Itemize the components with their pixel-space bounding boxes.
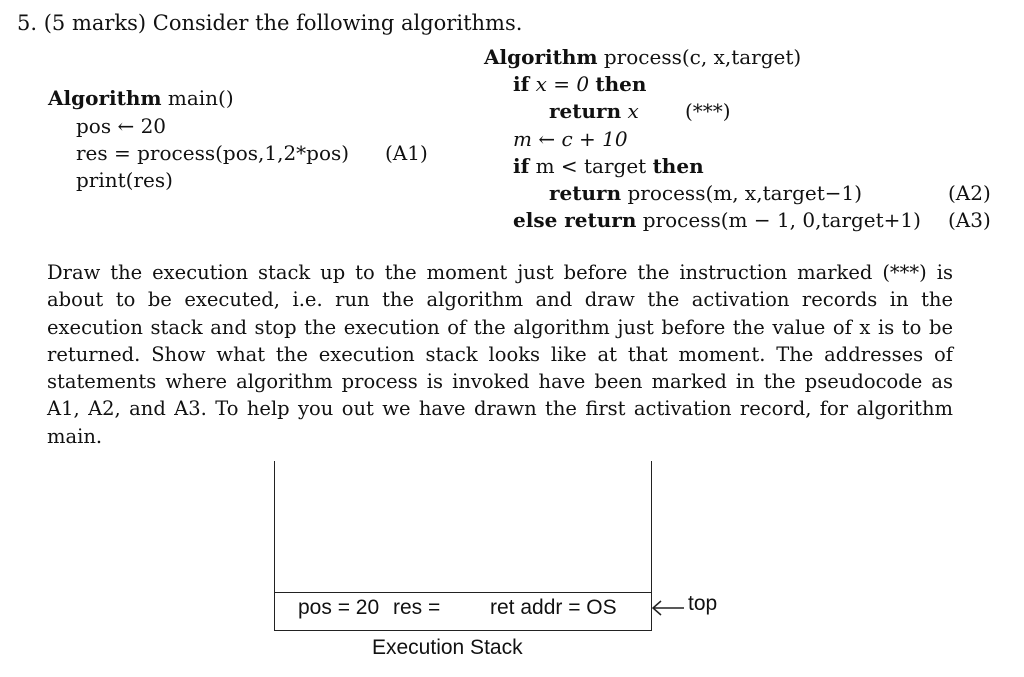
process-assign-line: m ← c + 10 [513, 127, 628, 151]
if-keyword-2: if [513, 154, 530, 178]
main-algorithm-keyword: Algorithm [48, 86, 162, 110]
process-algorithm-keyword: Algorithm [484, 45, 598, 69]
if-condition-1: x = 0 [535, 72, 590, 96]
process-algorithm-header [484, 45, 801, 69]
record-pos-field: pos = 20 [298, 596, 380, 619]
then-keyword-2: then [652, 154, 704, 178]
main-line-3: print(res) [76, 168, 173, 192]
process-return-line-1 [549, 99, 639, 123]
marker-a1: (A1) [385, 141, 428, 165]
process-if-line-2 [513, 154, 704, 178]
process-algorithm-signature: process(c, x,target) [603, 45, 802, 69]
process-if-line-1 [513, 72, 646, 96]
else-return-keyword: else return [513, 208, 637, 232]
then-keyword-1: then [595, 72, 647, 96]
main-algorithm-name: main() [167, 86, 234, 110]
stack-record-divider [274, 592, 652, 593]
return-value-1: x [627, 99, 639, 123]
process-else-line [513, 208, 921, 232]
marker-stars: (***) [685, 99, 731, 123]
return-call-2: process(m, x,target−1) [627, 181, 863, 205]
question-heading: 5. (5 marks) Consider the following algorithms. [17, 11, 523, 35]
process-return-line-2 [549, 181, 862, 205]
return-keyword-1: return [549, 99, 622, 123]
left-arrow-icon [650, 598, 686, 618]
if-keyword-1: if [513, 72, 530, 96]
marker-a3: (A3) [948, 208, 991, 232]
instructions-paragraph: Draw the execution stack up to the moment just before the instruction marked (***) is about to be executed, i.e. run the algorithm and draw the activation records in the execution stack and stop the execution of the algorithm just before the value of x is to be returned. Show what the execution stack looks like at that moment. The addresses of statements where algorithm process is invoked have been marked in the pseudocode as A1, A2, and A3. To help you out we have drawn the first activation record, for algorithm main. [47, 261, 953, 448]
record-res-field: res = [393, 596, 441, 619]
return-keyword-2: return [549, 181, 622, 205]
main-line-1: pos ← 20 [76, 114, 167, 138]
return-call-3: process(m − 1, 0,target+1) [642, 208, 921, 232]
stack-caption: Execution Stack [372, 636, 523, 659]
main-line-2: res = process(pos,1,2*pos) [76, 141, 350, 165]
if-condition-2: m < target [535, 154, 647, 178]
main-algorithm-header [48, 86, 234, 110]
stack-top-label: top [688, 592, 718, 615]
record-ret-addr-field: ret addr = OS [490, 596, 617, 619]
marker-a2: (A2) [948, 181, 991, 205]
